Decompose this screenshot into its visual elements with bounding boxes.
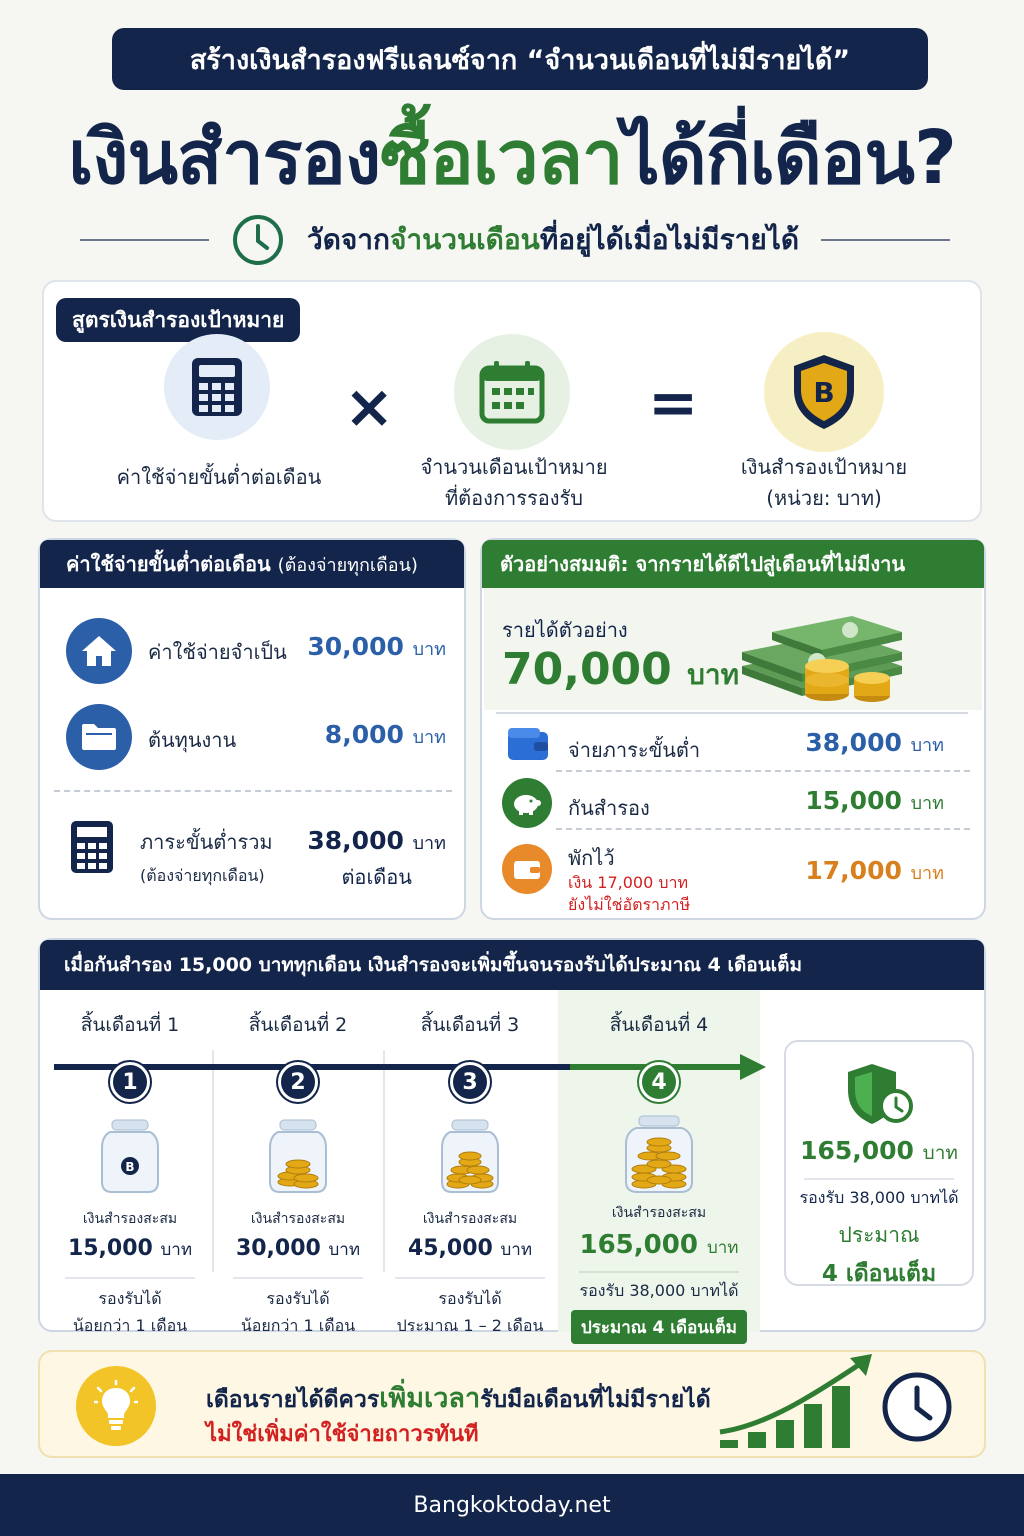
wallet-icon: [506, 726, 550, 762]
piggy-bank-icon: [502, 778, 552, 828]
tip-line1-part3: รับมือเดือนที่ไม่มีรายได้: [480, 1387, 711, 1413]
step-3-amount: 45,000: [407, 1236, 493, 1261]
expense-unit-1: บาท: [412, 639, 446, 660]
income-amount: 70,000: [502, 644, 672, 695]
money-stack-icon: [732, 596, 912, 706]
example-dash-2: [556, 828, 970, 830]
step-3-cover: [388, 1285, 552, 1339]
subtitle-part1: วัดจาก: [306, 223, 390, 256]
expenses-divider: [54, 790, 452, 792]
step-4-caption: เงินสำรองสะสม: [611, 1205, 707, 1221]
formula-item1: ค่าใช้จ่ายขั้นต่ำต่อเดือน: [116, 465, 322, 489]
page-title: [0, 110, 1024, 206]
formula-item2: [384, 452, 644, 514]
lightbulb-icon: [94, 1380, 138, 1432]
result-amount: 165,000: [800, 1136, 914, 1165]
subtitle-part3: ที่อยู่ได้เมื่อไม่มีรายได้: [539, 223, 800, 256]
example-unit-2: บาท: [910, 793, 944, 814]
home-icon: [66, 618, 132, 684]
example-note: [568, 872, 690, 916]
example-panel: [480, 538, 986, 920]
jar-coins-small-icon: [266, 1118, 330, 1194]
expense-value-1: [307, 632, 446, 663]
step-3: [388, 1010, 552, 1339]
calendar-icon: [479, 360, 545, 424]
shield-clock-icon: [844, 1062, 914, 1126]
example-label-1: จ่ายภาระขั้นต่ำ: [568, 738, 701, 762]
step-4-cover-badge: ประมาณ 4 เดือนเต็ม: [571, 1310, 747, 1344]
lightbulb-circle: [76, 1366, 156, 1446]
total-value-block: [307, 826, 446, 893]
divider-left: [80, 239, 209, 241]
result-divider: [804, 1178, 954, 1180]
title-highlight: ซื้อเวลา: [380, 115, 623, 201]
total-amount: 38,000: [307, 826, 404, 855]
step-2-cover: [218, 1285, 378, 1339]
total-per: ต่อเดือน: [341, 865, 412, 889]
formula-label-text: สูตรเงินสำรองเป้าหมาย: [72, 307, 285, 332]
jar-coins-full-icon: [622, 1114, 696, 1194]
jar-empty-icon: [98, 1118, 162, 1194]
example-amount-3: 17,000: [805, 856, 902, 885]
step-1-number: 1: [110, 1062, 150, 1102]
tip-line2: ไม่ใช่เพิ่มค่าใช้จ่ายถาวรทันที: [206, 1422, 479, 1447]
result-amount-row: [786, 1136, 972, 1168]
result-line1: รองรับ 38,000 บาทได้: [799, 1188, 959, 1207]
example-value-2: [805, 786, 944, 817]
expense-amount-1: 30,000: [307, 632, 404, 661]
subtitle: [307, 218, 799, 262]
step-2-amount-row: [218, 1236, 378, 1263]
expense-label-2: ต้นทุนงาน: [148, 728, 237, 752]
example-divider: [496, 712, 968, 714]
step-4-cover1: รองรับ 38,000 บาทได้: [579, 1281, 739, 1300]
formula-item3-line2: (หน่วย: บาท): [766, 486, 882, 510]
clock-icon: [231, 213, 285, 267]
banner-text: สร้างเงินสำรองฟรีแลนซ์จาก “จำนวนเดือนที่ไม่มีรายได้”: [189, 44, 851, 76]
timeline-title: เมื่อกันสำรอง 15,000 บาททุกเดือน เงินสำรองจะเพิ่มขึ้นจนรองรับได้ประมาณ 4 เดือนเต็ม: [64, 954, 803, 976]
multiply-sign: ×: [344, 372, 395, 442]
step-1-caption: เงินสำรองสะสม: [82, 1211, 178, 1227]
step-2-cover2: น้อยกว่า 1 เดือน: [240, 1316, 356, 1335]
tip-line1-part1: เดือนรายได้ดีควร: [206, 1387, 380, 1413]
calculator-icon: [190, 356, 244, 418]
expense-label-1: ค่าใช้จ่ายจำเป็น: [148, 640, 287, 664]
step-1-unit: บาท: [160, 1240, 193, 1260]
example-value-3: [805, 856, 944, 887]
expenses-panel: [38, 538, 466, 920]
result-line2: ประมาณ: [838, 1223, 920, 1247]
example-unit-3: บาท: [910, 863, 944, 884]
example-label-3: พักไว้: [568, 846, 615, 870]
tip-line1: [206, 1376, 711, 1419]
expenses-header: [40, 540, 464, 588]
total-unit: บาท: [412, 833, 446, 854]
timeline-header: [40, 940, 984, 990]
step-2-number: 2: [278, 1062, 318, 1102]
wallet-orange-icon: [502, 844, 552, 894]
step-2-caption: เงินสำรองสะสม: [250, 1211, 346, 1227]
jar-coin-symbol: B: [125, 1160, 135, 1174]
example-dash-1: [556, 770, 970, 772]
col-divider-2: [383, 1050, 385, 1272]
example-note-line2: ยังไม่ใช่อัตราภาษี: [568, 895, 691, 914]
example-value-1: [805, 728, 944, 759]
step-4-label: สิ้นเดือนที่ 4: [609, 1014, 709, 1036]
footer: [0, 1474, 1024, 1536]
expense-value-2: [325, 720, 446, 751]
expense-amount-2: 8,000: [324, 720, 404, 749]
step-4-unit: บาท: [706, 1238, 739, 1258]
calculator-small-icon: [70, 820, 114, 874]
top-banner: [112, 28, 928, 90]
step-2-unit: บาท: [328, 1240, 361, 1260]
example-header: [482, 540, 984, 588]
step-2-cover1: รองรับได้: [266, 1289, 330, 1308]
col-divider-1: [212, 1050, 214, 1272]
step-2-label: สิ้นเดือนที่ 2: [248, 1014, 348, 1036]
step-1: [50, 1010, 210, 1339]
step-4-number: 4: [639, 1062, 679, 1102]
divider-right: [821, 239, 950, 241]
step-3-caption: เงินสำรองสะสม: [422, 1211, 518, 1227]
example-amount-2: 15,000: [805, 786, 902, 815]
step-1-divider: [65, 1277, 195, 1279]
title-part3: ได้กี่เดือน?: [622, 115, 956, 201]
step-4-amount-row: [566, 1230, 752, 1261]
total-label-block: [140, 826, 273, 889]
step-2-divider: [233, 1277, 363, 1279]
coin-symbol: B: [813, 376, 835, 409]
step-1-cover1: รองรับได้: [98, 1289, 162, 1308]
formula-label: [56, 298, 300, 342]
step-3-cover1: รองรับได้: [438, 1289, 502, 1308]
tip-banner: [38, 1350, 986, 1458]
step-2-amount: 30,000: [235, 1236, 321, 1261]
step-3-unit: บาท: [500, 1240, 533, 1260]
equals-sign: =: [648, 368, 699, 438]
total-label: ภาระขั้นต่ำรวม: [140, 830, 273, 854]
result-unit: บาท: [922, 1142, 958, 1164]
folder-icon: [66, 704, 132, 770]
step-3-divider: [395, 1277, 545, 1279]
step-1-cover2: น้อยกว่า 1 เดือน: [72, 1316, 188, 1335]
calculator-circle: [164, 334, 270, 440]
result-card: [784, 1040, 974, 1286]
income-label: รายได้ตัวอย่าง: [502, 618, 628, 642]
timeline-panel: [38, 938, 986, 1338]
step-2: [218, 1010, 378, 1339]
subtitle-row: [80, 210, 950, 270]
example-unit-1: บาท: [910, 735, 944, 756]
clock-large-icon: [880, 1370, 954, 1444]
formula-item2-line1: จำนวนเดือนเป้าหมาย: [420, 455, 608, 479]
formula-card: [42, 280, 982, 522]
step-1-amount: 15,000: [67, 1236, 153, 1261]
example-label-2: กันสำรอง: [568, 796, 650, 820]
income-value: [502, 644, 739, 697]
expenses-title-note: (ต้องจ่ายทุกเดือน): [277, 554, 418, 576]
subtitle-highlight: จำนวนเดือน: [389, 223, 540, 256]
growth-chart-icon: [714, 1352, 876, 1452]
step-3-number: 3: [450, 1062, 490, 1102]
title-part1: เงินสำรอง: [68, 115, 381, 201]
tip-highlight: เพิ่มเวลา: [379, 1383, 481, 1414]
footer-site[interactable]: Bangkoktoday.net: [413, 1492, 611, 1518]
expenses-title: ค่าใช้จ่ายขั้นต่ำต่อเดือน: [66, 552, 271, 576]
step-3-cover2: ประมาณ 1 – 2 เดือน: [396, 1316, 544, 1335]
formula-item3-line1: เงินสำรองเป้าหมาย: [740, 455, 908, 479]
step-1-amount-row: [50, 1236, 210, 1263]
step-3-amount-row: [388, 1236, 552, 1263]
expense-unit-2: บาท: [412, 727, 446, 748]
step-1-cover: [50, 1285, 210, 1339]
example-note-line1: เงิน 17,000 บาท: [568, 873, 689, 892]
income-unit: บาท: [687, 658, 740, 691]
jar-coins-medium-icon: [438, 1118, 502, 1194]
step-3-label: สิ้นเดือนที่ 3: [420, 1014, 520, 1036]
formula-item3: [704, 452, 944, 514]
shield-circle: [764, 332, 884, 452]
formula-item2-line2: ที่ต้องการรองรับ: [445, 486, 583, 510]
step-4: [566, 1010, 752, 1344]
step-4-divider: [579, 1271, 739, 1273]
result-line3: 4 เดือนเต็ม: [821, 1261, 937, 1287]
total-note: (ต้องจ่ายทุกเดือน): [140, 866, 265, 885]
shield-coin-icon: [789, 352, 859, 432]
step-1-label: สิ้นเดือนที่ 1: [80, 1014, 180, 1036]
example-amount-1: 38,000: [805, 728, 902, 757]
total-value: [307, 826, 446, 857]
step-4-amount: 165,000: [579, 1230, 698, 1260]
calendar-circle: [454, 334, 570, 450]
example-title: ตัวอย่างสมมติ: จากรายได้ดีไปสู่เดือนที่ไม่มีงาน: [500, 552, 905, 576]
